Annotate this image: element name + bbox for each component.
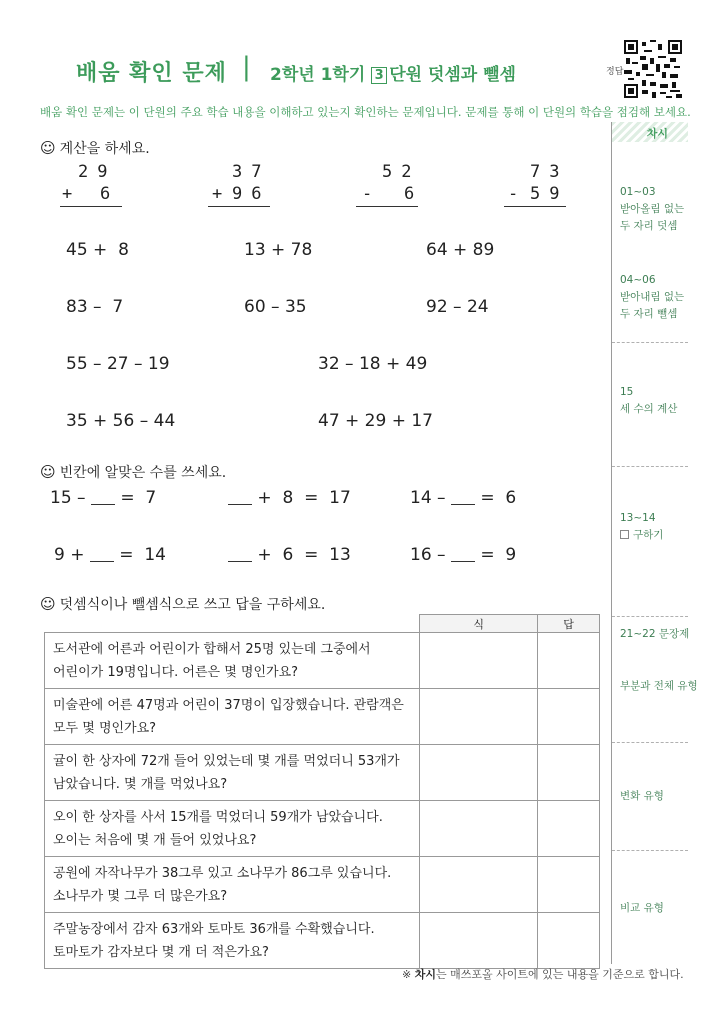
- sidebar-line: 두 자리 뺄셈: [620, 308, 678, 320]
- sidebar-heading-label: 차시: [646, 127, 668, 140]
- sidebar-code: 15: [620, 386, 634, 398]
- vertical-bottom: 96: [232, 184, 271, 204]
- empty-box-icon: [620, 530, 629, 539]
- problem-line: 도서관에 어른과 어린이가 합해서 25명 있는데 그중에서: [53, 641, 371, 657]
- calc-problem: 92 – 24: [426, 297, 489, 317]
- expression-cell[interactable]: [420, 633, 538, 689]
- problem-line: 귤이 한 상자에 72개 들어 있었는데 몇 개를 먹었더니 53개가: [53, 753, 400, 769]
- sidebar-code: 04~06: [620, 274, 656, 286]
- problem-text: [45, 689, 420, 745]
- vertical-underline: [504, 206, 566, 207]
- answer-cell[interactable]: [538, 913, 600, 969]
- problem-line: 오이 한 상자를 사서 15개를 먹었더니 59개가 남았습니다.: [53, 809, 383, 825]
- vertical-top: 52: [382, 162, 421, 182]
- problem-text: [45, 633, 420, 689]
- sidebar-block-3: [620, 384, 677, 418]
- answer-blank[interactable]: [228, 546, 252, 562]
- fill-blank-problem: [50, 488, 156, 508]
- blank-prefix: 9 +: [54, 545, 90, 565]
- sidebar-line: 변화 유형: [620, 790, 664, 802]
- fill-blank-problem: [410, 488, 516, 508]
- fill-blank-problem: [410, 545, 516, 565]
- vertical-operator: +: [62, 184, 82, 204]
- vertical-underline: [356, 206, 418, 207]
- vertical-operator: -: [362, 184, 382, 204]
- section-2-heading-text: 빈칸에 알맞은 수를 쓰세요.: [59, 465, 227, 481]
- calc-problem: 60 – 35: [244, 297, 307, 317]
- problem-text: [45, 801, 420, 857]
- problem-line: 공원에 자작나무가 38그루 있고 소나무가 86그루 있습니다.: [53, 865, 392, 881]
- expression-cell[interactable]: [420, 913, 538, 969]
- section-3-heading: [40, 594, 325, 614]
- table-row: [45, 689, 600, 745]
- footnote-bold: 차시: [414, 968, 436, 981]
- answer-cell[interactable]: [538, 689, 600, 745]
- expression-cell[interactable]: [420, 801, 538, 857]
- answer-blank[interactable]: [91, 489, 115, 505]
- sidebar-block-4: [620, 510, 663, 544]
- fill-blank-problem: [228, 488, 351, 508]
- expression-cell[interactable]: [420, 857, 538, 913]
- sidebar-block-5: [620, 626, 689, 643]
- table-row: [45, 913, 600, 969]
- sidebar-line: 두 자리 덧셈: [620, 220, 678, 232]
- calc-problem: 83 – 7: [66, 297, 124, 317]
- sidebar-code-suffix: 문장제: [658, 628, 690, 640]
- word-problem-table: [44, 614, 600, 969]
- vertical-operator: -: [508, 184, 528, 204]
- answer-blank[interactable]: [451, 489, 475, 505]
- problem-line: 미술관에 어른 47명과 어린이 37명이 입장했습니다. 관람객은: [53, 697, 404, 713]
- table-row: [45, 801, 600, 857]
- vertical-top: 73: [530, 162, 569, 182]
- problem-line: 주말농장에서 감자 63개와 토마토 36개를 수확했습니다.: [53, 921, 375, 937]
- blank-suffix: = 6: [474, 488, 517, 508]
- table-row: [45, 857, 600, 913]
- answer-blank[interactable]: [451, 546, 475, 562]
- blank-suffix: = 9: [474, 545, 517, 565]
- section-3-heading-text: 덧셈식이나 뺄셈식으로 쓰고 답을 구하세요.: [59, 597, 326, 613]
- page-header: [0, 0, 724, 119]
- vertical-bottom: 6: [404, 184, 424, 204]
- sidebar-divider: [612, 616, 688, 617]
- smile-icon: ☺: [40, 463, 56, 481]
- expression-cell[interactable]: [420, 689, 538, 745]
- sidebar-block-1: [620, 184, 684, 235]
- problem-line: 모두 몇 명인가요?: [53, 720, 157, 736]
- footnote-text: 는 매쓰포올 사이트에 있는 내용을 기준으로 합니다.: [435, 968, 684, 981]
- problem-text: [45, 745, 420, 801]
- table-header-empty: [45, 615, 420, 633]
- subtitle-suffix: 단원 덧셈과 뺄셈: [389, 65, 516, 85]
- calc-problem: 55 – 27 – 19: [66, 354, 170, 374]
- vertical-bottom: 59: [530, 184, 569, 204]
- lesson-sidebar: [611, 122, 698, 964]
- sidebar-line: 부분과 전체 유형: [620, 680, 698, 692]
- vertical-underline: [208, 206, 270, 207]
- section-2-heading: [40, 462, 226, 482]
- answer-cell[interactable]: [538, 801, 600, 857]
- problem-line: 남았습니다. 몇 개를 먹었나요?: [53, 776, 228, 792]
- sidebar-line: 구하기: [633, 529, 664, 541]
- table-header-row: [45, 615, 600, 633]
- unit-number-box: 3: [371, 67, 387, 84]
- problem-line: 토마토가 감자보다 몇 개 더 적은가요?: [53, 944, 269, 960]
- column-header-expression: 식: [420, 615, 538, 633]
- sidebar-block-5-type: [620, 678, 698, 695]
- answer-blank[interactable]: [228, 489, 252, 505]
- sidebar-block-2: [620, 272, 684, 323]
- section-1-heading: [40, 138, 150, 158]
- page-title: 배움 확인 문제: [76, 61, 227, 86]
- sidebar-line: 받아올림 없는: [620, 203, 685, 215]
- problem-text: [45, 857, 420, 913]
- calc-problem: 13 + 78: [244, 240, 313, 260]
- calc-problem: 45 + 8: [66, 240, 129, 260]
- sidebar-code: 01~03: [620, 186, 656, 198]
- answer-blank[interactable]: [90, 546, 114, 562]
- answer-cell[interactable]: [538, 857, 600, 913]
- vertical-operator: +: [212, 184, 232, 204]
- blank-prefix: 16 –: [410, 545, 451, 565]
- blank-suffix: + 8 = 17: [252, 488, 351, 508]
- sidebar-heading: [612, 122, 688, 142]
- blank-prefix: 15 –: [50, 488, 91, 508]
- qr-code-icon[interactable]: [624, 40, 682, 98]
- sidebar-line: 받아내림 없는: [620, 291, 685, 303]
- blank-suffix: = 7: [114, 488, 157, 508]
- blank-suffix: + 6 = 13: [252, 545, 351, 565]
- page-subtitle: [270, 60, 516, 85]
- blank-suffix: = 14: [113, 545, 166, 565]
- intro-text: 배움 확인 문제는 이 단원의 주요 학습 내용을 이해하고 있는지 확인하는 문제입니다. 문제를 통해 이 단원의 학습을 점검해 보세요.: [40, 105, 691, 119]
- answer-label: 정답: [606, 67, 624, 77]
- blank-prefix: 14 –: [410, 488, 451, 508]
- vertical-top: 37: [232, 162, 271, 182]
- column-header-answer: 답: [538, 615, 600, 633]
- smile-icon: ☺: [40, 139, 56, 157]
- calc-problem: 47 + 29 + 17: [318, 411, 433, 431]
- problem-text: [45, 913, 420, 969]
- footnote-mark: ※: [402, 968, 412, 981]
- vertical-bottom: 6: [100, 184, 120, 204]
- title-separator: |: [242, 52, 251, 82]
- table-row: [45, 745, 600, 801]
- calc-problem: 35 + 56 – 44: [66, 411, 176, 431]
- problem-line: 오이는 처음에 몇 개 들어 있었나요?: [53, 832, 257, 848]
- sidebar-code: 13~14: [620, 512, 656, 524]
- expression-cell[interactable]: [420, 745, 538, 801]
- sidebar-divider: [612, 342, 688, 343]
- sidebar-line: 세 수의 계산: [620, 403, 678, 415]
- fill-blank-problem: [228, 545, 351, 565]
- sidebar-divider: [612, 850, 688, 851]
- section-1-heading-text: 계산을 하세요.: [59, 141, 150, 157]
- calc-problem: 64 + 89: [426, 240, 495, 260]
- problem-line: 어린이가 19명입니다. 어른은 몇 명인가요?: [53, 664, 299, 680]
- vertical-underline: [60, 206, 122, 207]
- vertical-top: 29: [78, 162, 117, 182]
- footnote: [402, 966, 684, 982]
- calc-problem: 32 – 18 + 49: [318, 354, 428, 374]
- sidebar-block-7: [620, 900, 664, 917]
- answer-cell[interactable]: [538, 745, 600, 801]
- subtitle-prefix: 2학년 1학기: [270, 65, 366, 85]
- table-row: [45, 633, 600, 689]
- fill-blank-problem: [54, 545, 166, 565]
- answer-cell[interactable]: [538, 633, 600, 689]
- problem-line: 소나무가 몇 그루 더 많은가요?: [53, 888, 228, 904]
- sidebar-divider: [612, 466, 688, 467]
- sidebar-block-6: [620, 788, 664, 805]
- sidebar-code: 21~22: [620, 628, 656, 640]
- sidebar-divider: [612, 742, 688, 743]
- sidebar-line: 비교 유형: [620, 902, 664, 914]
- smile-icon: ☺: [40, 595, 56, 613]
